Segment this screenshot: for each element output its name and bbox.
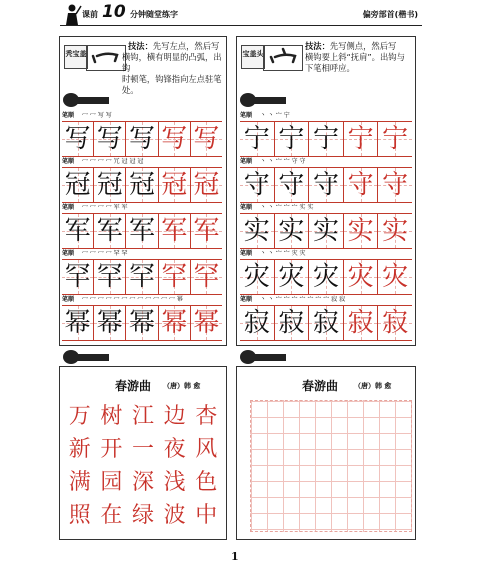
character: 冠 xyxy=(129,170,156,200)
stroke-order-line xyxy=(240,295,412,306)
character: 冠 xyxy=(193,170,220,200)
right-tip-line-1: 先写侧点，然后写 xyxy=(329,41,397,51)
model-character-cell[interactable] xyxy=(62,214,94,248)
model-character-cell[interactable] xyxy=(275,122,310,156)
practice-row xyxy=(240,111,412,157)
character: 军 xyxy=(161,216,188,246)
page-number: 1 xyxy=(231,550,239,563)
character: 寂 xyxy=(278,308,305,338)
character: 军 xyxy=(193,216,220,246)
poem-right-title: 春游曲 xyxy=(302,379,339,393)
character: 冠 xyxy=(161,170,188,200)
header-title: 分钟随堂练字 xyxy=(130,10,178,19)
character: 宁 xyxy=(347,124,374,154)
character: 罕 xyxy=(193,262,220,292)
character: 守 xyxy=(347,170,374,200)
poem-character: 开 xyxy=(100,437,123,462)
trace-character-cell[interactable] xyxy=(191,306,222,340)
right-tip-body xyxy=(305,52,413,74)
model-character-cell[interactable] xyxy=(94,214,126,248)
character-cells xyxy=(62,214,222,248)
row-divider xyxy=(62,340,222,341)
model-character-cell[interactable] xyxy=(240,214,275,248)
model-character-cell[interactable] xyxy=(126,306,158,340)
model-character-cell[interactable] xyxy=(94,306,126,340)
trace-character-cell[interactable] xyxy=(344,260,379,294)
character: 寂 xyxy=(243,308,270,338)
header-divider xyxy=(60,25,422,26)
row-divider xyxy=(240,340,412,341)
model-character-cell[interactable] xyxy=(126,260,158,294)
right-tip-line-2: 横钩要上斜“抚肩”。出钩与 xyxy=(305,52,405,62)
trace-character-cell[interactable] xyxy=(159,306,191,340)
poem-character: 杏 xyxy=(195,404,218,429)
stroke-order-label: 笔顺 xyxy=(62,158,75,165)
poem-right-badge-icon xyxy=(240,350,286,364)
left-section-badge-icon xyxy=(63,93,109,107)
trace-character-cell[interactable] xyxy=(344,168,379,202)
trace-character-cell[interactable] xyxy=(344,306,379,340)
right-radical-name: 宝盖头 xyxy=(241,45,265,69)
character: 宁 xyxy=(382,124,409,154)
stroke-order-sequence: 冖 冖 冖 冖 冗 冠 冠 冠 xyxy=(82,158,144,165)
poem-character: 中 xyxy=(195,503,218,528)
left-tip-line-3: 时顿笔，钩锋指向左点驻笔 xyxy=(122,74,222,84)
poem-left-grid xyxy=(64,400,222,532)
stroke-order-sequence: 冖 冖 冖 冖 冖 冖 冖 冖 冖 冖 冖 冖 幂 xyxy=(82,296,183,303)
stroke-order-label: 笔顺 xyxy=(62,296,75,303)
practice-row xyxy=(240,249,412,295)
trace-character-cell[interactable] xyxy=(159,214,191,248)
stroke-order-line xyxy=(62,111,222,122)
right-radical-demo-icon xyxy=(263,45,303,71)
model-character-cell[interactable] xyxy=(94,122,126,156)
poem-character: 树 xyxy=(100,404,123,429)
character-cells xyxy=(240,122,412,156)
stroke-order-sequence: 丶 丶 宀 宀 灾 灾 xyxy=(260,250,306,257)
poem-left-badge-icon xyxy=(63,350,109,364)
model-character-cell[interactable] xyxy=(240,122,275,156)
practice-row xyxy=(62,157,222,203)
poem-character: 夜 xyxy=(163,437,186,462)
character: 寂 xyxy=(347,308,374,338)
character: 写 xyxy=(96,124,123,154)
character: 守 xyxy=(312,170,339,200)
left-tip-body xyxy=(86,52,224,96)
character: 守 xyxy=(278,170,305,200)
poem-character: 万 xyxy=(68,404,91,429)
stroke-order-line xyxy=(62,249,222,260)
left-tip xyxy=(128,41,224,52)
left-radical-name: 秃宝盖 xyxy=(64,45,88,69)
model-character-cell[interactable] xyxy=(62,306,94,340)
poem-left-title: 春游曲 xyxy=(115,379,152,393)
right-tip-line-3: 下笔相呼应。 xyxy=(305,63,355,73)
left-tip-line-4: 处。 xyxy=(122,85,139,95)
model-character-cell[interactable] xyxy=(126,122,158,156)
character: 实 xyxy=(382,216,409,246)
character-cells xyxy=(62,260,222,294)
character: 幂 xyxy=(193,308,220,338)
trace-character-cell[interactable] xyxy=(191,214,222,248)
poem-right-author: （唐）韩 愈 xyxy=(354,382,392,390)
trace-character-cell[interactable] xyxy=(344,214,379,248)
character: 冠 xyxy=(96,170,123,200)
character: 灾 xyxy=(382,262,409,292)
poem-character: 风 xyxy=(195,437,218,462)
poem-character: 在 xyxy=(100,503,123,528)
model-character-cell[interactable] xyxy=(309,168,344,202)
trace-character-cell[interactable] xyxy=(191,260,222,294)
character: 写 xyxy=(64,124,91,154)
character: 幂 xyxy=(161,308,188,338)
character: 宁 xyxy=(278,124,305,154)
poem-character: 色 xyxy=(195,470,218,495)
stroke-order-line xyxy=(240,111,412,122)
model-character-cell[interactable] xyxy=(309,122,344,156)
character: 罕 xyxy=(64,262,91,292)
character: 军 xyxy=(129,216,156,246)
character-cells xyxy=(62,306,222,340)
model-character-cell[interactable] xyxy=(62,122,94,156)
practice-row xyxy=(240,295,412,341)
poem-character: 一 xyxy=(131,437,154,462)
poem-character: 园 xyxy=(100,470,123,495)
header-prefix: 课前 xyxy=(82,10,98,19)
character: 写 xyxy=(193,124,220,154)
stroke-order-line xyxy=(240,157,412,168)
practice-row xyxy=(240,203,412,249)
character: 写 xyxy=(129,124,156,154)
stroke-order-label: 笔顺 xyxy=(240,296,253,303)
model-character-cell[interactable] xyxy=(94,168,126,202)
trace-character-cell[interactable] xyxy=(378,122,412,156)
character: 灾 xyxy=(243,262,270,292)
practice-row xyxy=(62,203,222,249)
poem-character: 深 xyxy=(131,470,154,495)
practice-row xyxy=(62,111,222,157)
poem-character: 满 xyxy=(68,470,91,495)
model-character-cell[interactable] xyxy=(62,260,94,294)
stroke-order-label: 笔顺 xyxy=(240,204,253,211)
character: 灾 xyxy=(347,262,374,292)
character: 幂 xyxy=(129,308,156,338)
character-cells xyxy=(240,260,412,294)
character: 军 xyxy=(96,216,123,246)
poem-character: 绿 xyxy=(131,503,154,528)
trace-character-cell[interactable] xyxy=(378,306,412,340)
lesson-number: 10 xyxy=(102,2,126,22)
stroke-order-label: 笔顺 xyxy=(62,112,75,119)
model-character-cell[interactable] xyxy=(94,260,126,294)
practice-row xyxy=(240,157,412,203)
stroke-order-label: 笔顺 xyxy=(62,250,75,257)
trace-character-cell[interactable] xyxy=(159,168,191,202)
trace-character-cell[interactable] xyxy=(191,168,222,202)
character: 实 xyxy=(278,216,305,246)
character: 写 xyxy=(161,124,188,154)
left-tip-line-2: 横钩，横有明显的凸弧，出钩 xyxy=(122,52,222,73)
poem-character: 浅 xyxy=(163,470,186,495)
calligrapher-logo-icon xyxy=(62,3,82,25)
character: 军 xyxy=(64,216,91,246)
right-tip-label: 技法： xyxy=(305,41,330,51)
stroke-order-line xyxy=(240,203,412,214)
model-character-cell[interactable] xyxy=(62,168,94,202)
stroke-order-label: 笔顺 xyxy=(62,204,75,211)
character: 寂 xyxy=(312,308,339,338)
character: 实 xyxy=(312,216,339,246)
trace-character-cell[interactable] xyxy=(344,122,379,156)
character: 冠 xyxy=(64,170,91,200)
right-tip xyxy=(305,41,413,52)
model-character-cell[interactable] xyxy=(309,214,344,248)
character: 罕 xyxy=(161,262,188,292)
character: 实 xyxy=(243,216,270,246)
model-character-cell[interactable] xyxy=(240,306,275,340)
character: 幂 xyxy=(96,308,123,338)
character-cells xyxy=(62,168,222,202)
right-section-badge-icon xyxy=(240,93,286,107)
model-character-cell[interactable] xyxy=(309,306,344,340)
stroke-order-label: 笔顺 xyxy=(240,112,253,119)
trace-character-cell[interactable] xyxy=(191,122,222,156)
stroke-order-sequence: 丶 丶 宀 宀 守 守 xyxy=(260,158,306,165)
poem-character: 江 xyxy=(131,404,154,429)
left-tip-line-1: 先写左点，然后写 xyxy=(152,41,220,51)
stroke-order-sequence: 冖 冖 冖 冖 军 军 xyxy=(82,204,128,211)
poem-character: 新 xyxy=(68,437,91,462)
character: 灾 xyxy=(278,262,305,292)
left-tip-label: 技法： xyxy=(128,41,153,51)
model-character-cell[interactable] xyxy=(275,306,310,340)
poem-character: 波 xyxy=(163,503,186,528)
character: 寂 xyxy=(382,308,409,338)
model-character-cell[interactable] xyxy=(126,214,158,248)
character: 罕 xyxy=(129,262,156,292)
stroke-order-line xyxy=(62,157,222,168)
stroke-order-sequence: 丶 丶 宀 宀 宀 实 实 xyxy=(260,204,314,211)
character: 宁 xyxy=(312,124,339,154)
poem-character: 边 xyxy=(163,404,186,429)
stroke-order-label: 笔顺 xyxy=(240,158,253,165)
poem-left-author: （唐）韩 愈 xyxy=(163,382,201,390)
character-cells xyxy=(240,306,412,340)
poem-right-blank-grid[interactable] xyxy=(250,400,412,532)
character: 守 xyxy=(382,170,409,200)
character: 实 xyxy=(347,216,374,246)
character-cells xyxy=(240,168,412,202)
model-character-cell[interactable] xyxy=(275,260,310,294)
model-character-cell[interactable] xyxy=(309,260,344,294)
trace-character-cell[interactable] xyxy=(378,168,412,202)
stroke-order-line xyxy=(62,203,222,214)
model-character-cell[interactable] xyxy=(275,214,310,248)
character: 灾 xyxy=(312,262,339,292)
practice-row xyxy=(62,249,222,295)
character: 罕 xyxy=(96,262,123,292)
character: 幂 xyxy=(64,308,91,338)
character: 守 xyxy=(243,170,270,200)
model-character-cell[interactable] xyxy=(240,168,275,202)
stroke-order-sequence: 冖 冖 冖 冖 罕 罕 xyxy=(82,250,128,257)
character-cells xyxy=(62,122,222,156)
model-character-cell[interactable] xyxy=(240,260,275,294)
practice-row xyxy=(62,295,222,341)
stroke-order-sequence: 丶 丶 宀 宀 宀 宀 宀 宀 宀 寂 寂 xyxy=(260,296,346,303)
stroke-order-label: 笔顺 xyxy=(240,250,253,257)
header-section-title: 偏旁部首(楷书) xyxy=(362,10,418,19)
stroke-order-line xyxy=(62,295,222,306)
stroke-order-sequence: 冖 冖 写 写 xyxy=(82,112,112,119)
model-character-cell[interactable] xyxy=(275,168,310,202)
character-cells xyxy=(240,214,412,248)
character: 宁 xyxy=(243,124,270,154)
trace-character-cell[interactable] xyxy=(378,260,412,294)
trace-character-cell[interactable] xyxy=(159,122,191,156)
stroke-order-sequence: 丶 丶 宀 宁 xyxy=(260,112,290,119)
trace-character-cell[interactable] xyxy=(378,214,412,248)
trace-character-cell[interactable] xyxy=(159,260,191,294)
stroke-order-line xyxy=(240,249,412,260)
model-character-cell[interactable] xyxy=(126,168,158,202)
poem-character: 照 xyxy=(68,503,91,528)
